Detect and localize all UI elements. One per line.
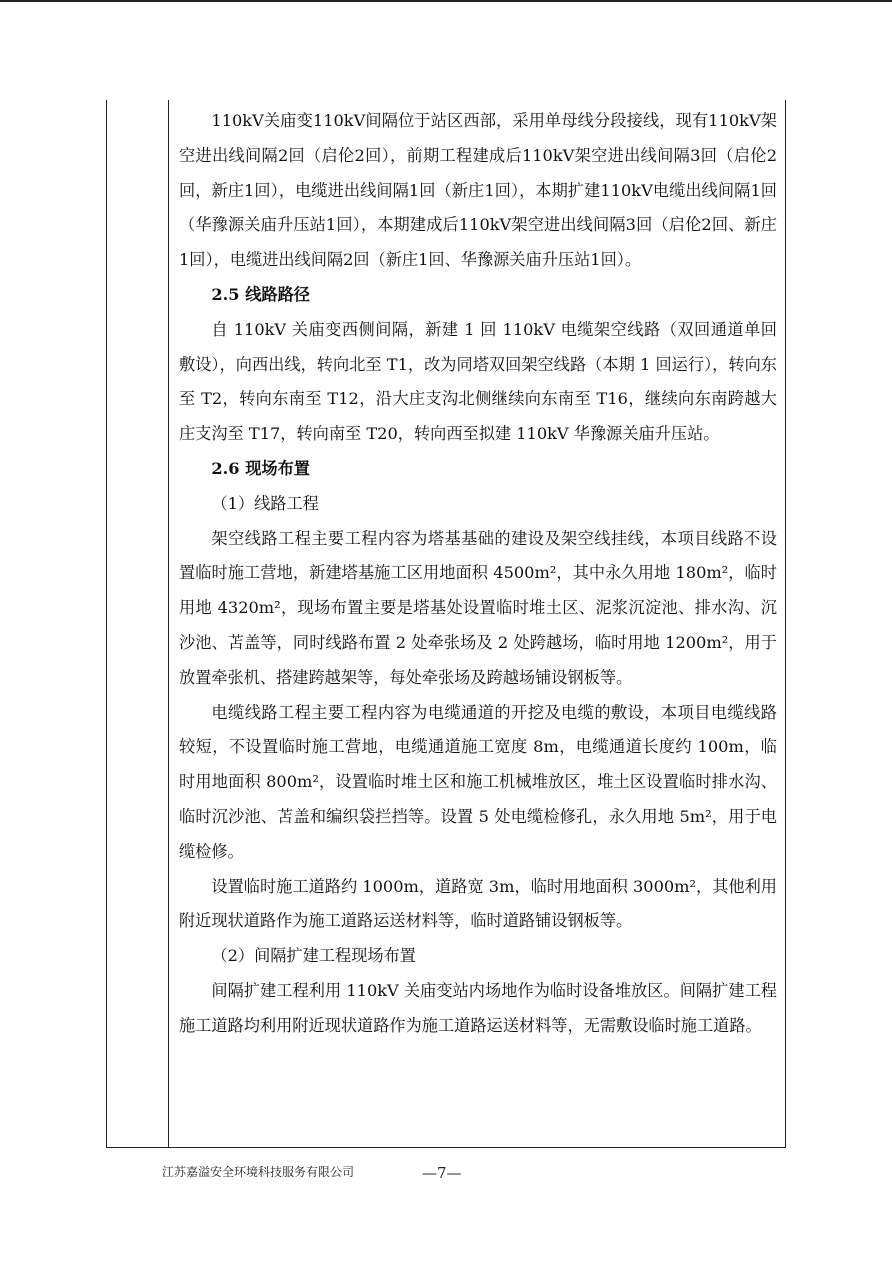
- section-heading-2-5: 2.5 线路路径: [211, 284, 310, 304]
- paragraph-interval-expansion: 间隔扩建工程利用 110kV 关庙变站内场地作为临时设备堆放区。间隔扩建工程施工道路均利用附近现状道路作为施工道路运送材料等，无需敷设临时施工道路。: [179, 980, 777, 1035]
- subheading-interval-expansion: （2）间隔扩建工程现场布置: [211, 946, 416, 966]
- paragraph-temporary-road: 设置临时施工道路约 1000m，道路宽 3m，临时用地面积 3000m²，其他利用附近现状道路作为施工道路运送材料等，临时道路铺设钢板等。: [179, 876, 777, 931]
- footer-company-name: 江苏嘉溢安全环境科技服务有限公司: [162, 1165, 355, 1179]
- page-top-border: [0, 0, 892, 2]
- paragraph-interval-description: 110kV关庙变110kV间隔位于站区西部，采用单母线分段接线，现有110kV架空进出线间隔2回（启伦2回），前期工程建成后110kV架空进出线间隔3回（启伦2回，新庄1回），电缆进出线间隔1回（新庄1回），本期扩建110kV电缆出线间隔1回（华豫源关庙升压站1回），本期建成后110kV架空进出线间隔3回（启伦2回、新庄1回），电缆进出线间隔2回（新庄1回、华豫源关庙升压站1回）。: [179, 111, 777, 270]
- paragraph-line-route: 自 110kV 关庙变西侧间隔，新建 1 回 110kV 电缆架空线路（双回通道单回敷设），向西出线，转向北至 T1，改为同塔双回架空线路（本期 1 回运行），转向东至 T2，转向东南至 T12，沿大庄支沟北侧继续向东南至 T16，继续向东南跨越大庄支沟至 T17，转向南至 T20，转向西至拟建 110kV 华豫源关庙升压站。: [179, 319, 777, 444]
- section-heading-2-6: 2.6 现场布置: [211, 458, 310, 478]
- table-column-divider: [168, 100, 169, 1147]
- subheading-line-works: （1）线路工程: [211, 493, 319, 513]
- paragraph-overhead-line: 架空线路工程主要工程内容为塔基基础的建设及架空线挂线，本项目线路不设置临时施工营地，新建塔基施工区用地面积 4500m²，其中永久用地 180m²，临时用地 4320m²，现场布置主要是塔基处设置临时堆土区、泥浆沉淀池、排水沟、沉沙池、苫盖等，同时线路布置 2 处牵张场及 2 处跨越场，临时用地 1200m²，用于放置牵张机、搭建跨越架等，每处牵张场及跨越场铺设钢板等。: [179, 528, 777, 687]
- footer-page-number: —7—: [422, 1164, 462, 1182]
- table-content-cell: [179, 104, 777, 1044]
- content-table: [106, 100, 786, 1148]
- paragraph-cable-line: 电缆线路工程主要工程内容为电缆通道的开挖及电缆的敷设，本项目电缆线路较短，不设置临时施工营地，电缆通道施工宽度 8m，电缆通道长度约 100m，临时用地面积 800m²，设置临时堆土区和施工机械堆放区，堆土区设置临时排水沟、临时沉沙池、苫盖和编织袋拦挡等。设置 5 处电缆检修孔，永久用地 5m²，用于电缆检修。: [179, 702, 777, 861]
